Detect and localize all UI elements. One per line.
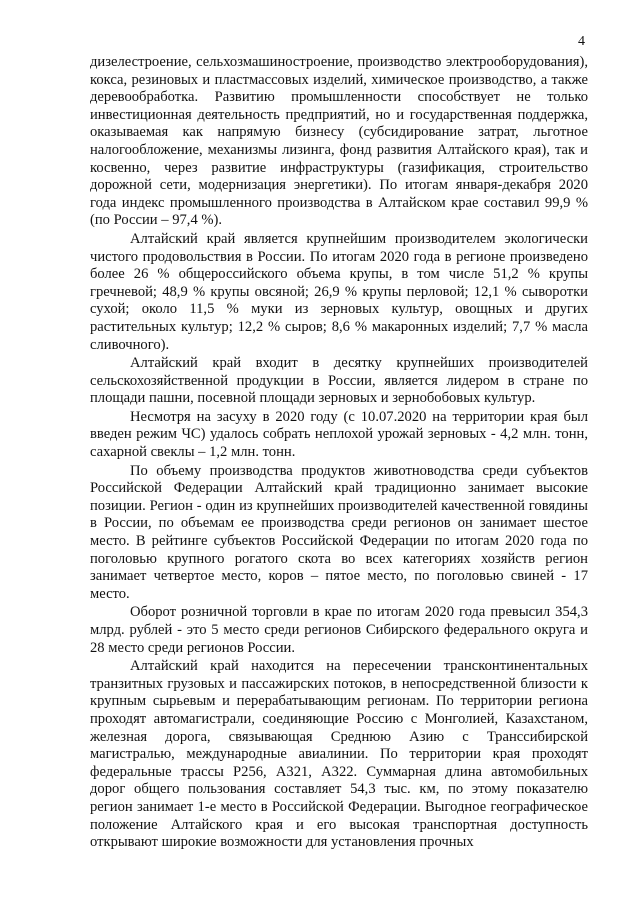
paragraph-food-production: Алтайский край является крупнейшим производителем экологически чистого продовольствия в России. По итогам 2020 года в регионе произведено более 26 % общероссийского объема крупы, в том числе 51,2 % крупы гречневой; 48,9 % крупы овсяной; 26,9 % крупы перловой; 12,1 % сыворотки сухой; около 11,5 % муки из зерновых культур, овощных и других растительных культур; 12,2 % сыров; 8,6 % макаронных изделий; 7,7 % масла сливочного). [90,230,588,353]
paragraph-drought-harvest: Несмотря на засуху в 2020 году (с 10.07.2020 на территории края был введен режим ЧС) удалось собрать неплохой урожай зерновых - 4,2 млн. тонн, сахарной свеклы – 1,2 млн. тонн. [90,408,588,461]
page-number: 4 [578,34,585,49]
paragraph-livestock: По объему производства продуктов животноводства среди субъектов Российской Федерации Алтайский край традиционно занимает высокие позиции. Регион - один из крупнейших производителей качественной говядины в России, по объемам ее производства среди регионов он занимает шестое место. В рейтинге субъектов Российской Федерации по итогам 2020 года по поголовью крупного рогатого скота во всех категориях хозяйств регион занимает четвертое место, коров – пятое место, по поголовью свиней - 17 место. [90,462,588,602]
paragraph-industry-continued: дизелестроение, сельхозмашиностроение, производство электрооборудования), кокса, резиновых и пластмассовых изделий, химическое производство, а также деревообработка. Развитию промышленности способствует не только инвестиционная деятельность предприятий, но и государственная поддержка, оказываемая как напрямую бизнесу (субсидирование затрат, льготное налогообложение, механизмы лизинга, фонд развития Алтайского края), так и косвенно, через развитие инфраструктуры (газификация, строительство дорожной сети, модернизация энергетики). По итогам января-декабря 2020 года индекс промышленного производства в Алтайском крае составил 99,9 % (по России – 97,4 %). [90,54,588,229]
document-body [90,54,588,852]
paragraph-agriculture-leader: Алтайский край входит в десятку крупнейших производителей сельскохозяйственной продукции в России, является лидером в стране по площади пашни, посевной площади зерновых и зернобобовых культур. [90,355,588,407]
paragraph-retail-turnover: Оборот розничной торговли в крае по итогам 2020 года превысил 354,3 млрд. рублей - это 5 место среди регионов Сибирского федерального округа и 28 место среди регионов России. [90,604,588,656]
paragraph-transport-location: Алтайский край находится на пересечении трансконтинентальных транзитных грузовых и пассажирских потоков, в непосредственной близости к крупным сырьевым и перерабатывающим регионам. По территории региона проходят автомагистрали, соединяющие Россию с Монголией, Казахстаном, железная дорога, связывающая Среднюю Азию с Транссибирской магистралью, международные авиалинии. По территории края проходят федеральные трассы Р256, А321, А322. Суммарная длина автомобильных дорог общего пользования составляет 54,3 тыс. км, по этому показателю регион занимает 1-е место в Российской Федерации. Выгодное географическое положение Алтайского края и его высокая транспортная доступность открывают широкие возможности для установления прочных [90,658,588,851]
